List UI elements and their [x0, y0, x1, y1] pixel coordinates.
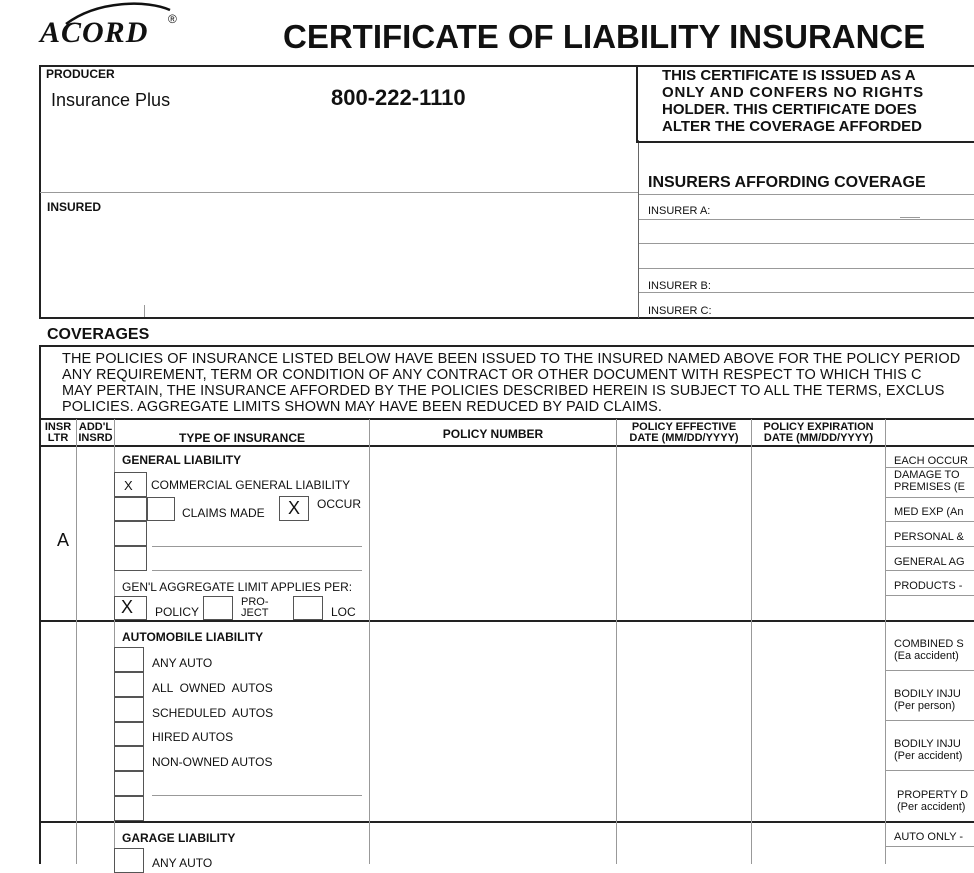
commercial-gl-checkbox[interactable] — [114, 472, 147, 497]
notice-line: THIS CERTIFICATE IS ISSUED AS A — [662, 67, 916, 84]
auto-limit-line: (Per person) — [894, 700, 956, 712]
auto-limit-line: COMBINED S — [894, 638, 964, 650]
auto-limit-line: (Per accident) — [894, 750, 963, 762]
gl-limit-personal: PERSONAL & — [894, 531, 964, 543]
project-label-line: JECT — [241, 607, 269, 619]
loc-checkbox[interactable] — [293, 596, 323, 620]
commercial-gl-label: COMMERCIAL GENERAL LIABILITY — [151, 478, 351, 492]
header-expiration-line: POLICY EXPIRATION — [763, 421, 874, 433]
notice-line: HOLDER. THIS CERTIFICATE DOES — [662, 101, 917, 118]
insurer-b-label: INSURER B: — [648, 280, 711, 292]
insurers-heading: INSURERS AFFORDING COVERAGE — [648, 174, 926, 191]
policy-checkbox[interactable] — [114, 596, 147, 620]
garage-any-auto-label: ANY AUTO — [152, 856, 213, 870]
paragraph-line: POLICIES. AGGREGATE LIMITS SHOWN MAY HAVE BEEN REDUCED BY PAID CLAIMS. — [62, 399, 663, 415]
general-liability-heading: GENERAL LIABILITY — [122, 453, 242, 467]
header-type-of-insurance: TYPE OF INSURANCE — [178, 431, 305, 445]
occur-checkbox[interactable] — [279, 496, 309, 521]
loc-label: LOC — [331, 605, 356, 619]
commercial-gl-mark: X — [124, 478, 133, 493]
header-expiration-line: DATE (MM/DD/YYYY) — [763, 432, 874, 444]
all-owned-autos-label: ALL OWNED AUTOS — [152, 681, 273, 695]
header-addl-insrd-line: ADD'L — [78, 421, 113, 433]
notice-line: ONLY AND CONFERS NO RIGHTS — [662, 84, 924, 101]
project-label-line: PRO- — [241, 596, 269, 608]
auto-limit-line: BODILY INJU — [894, 738, 961, 750]
insured-label: INSURED — [47, 200, 102, 214]
insurer-c-label: INSURER C: — [648, 305, 712, 317]
logo-registered-mark: ® — [168, 12, 177, 26]
notice-line: ALTER THE COVERAGE AFFORDED — [662, 118, 923, 135]
aggregate-limit-label: GEN'L AGGREGATE LIMIT APPLIES PER: — [122, 580, 353, 594]
paragraph-line: ANY REQUIREMENT, TERM OR CONDITION OF ANY CONTRACT OR OTHER DOCUMENT WITH RESPECT TO WHICH THIS C — [62, 367, 922, 383]
all-owned-autos-checkbox[interactable] — [114, 672, 144, 697]
insurer-a-label: INSURER A: — [648, 205, 711, 217]
header-policy-number: POLICY NUMBER — [442, 427, 544, 441]
policy-mark: X — [121, 597, 134, 617]
header-addl-insrd-line: INSRD — [78, 432, 113, 444]
claims-made-checkbox[interactable] — [147, 497, 175, 521]
gl-limit-products: PRODUCTS - — [894, 580, 963, 592]
producer-phone: 800-222-1110 — [331, 85, 466, 110]
scheduled-autos-checkbox[interactable] — [114, 697, 144, 722]
coverages-heading: COVERAGES — [47, 326, 150, 343]
header-insr-ltr-line: LTR — [47, 432, 69, 444]
auto-limit-line: (Ea accident) — [894, 650, 959, 662]
auto-liability-heading: AUTOMOBILE LIABILITY — [122, 630, 264, 644]
header-insr-ltr-line: INSR — [44, 421, 72, 433]
auto-limit-line: BODILY INJU — [894, 688, 961, 700]
claims-made-label: CLAIMS MADE — [182, 506, 265, 520]
auto-limit-line: PROPERTY D — [897, 789, 969, 801]
gl-limit-general-aggregate: GENERAL AG — [894, 556, 965, 568]
non-owned-autos-label: NON-OWNED AUTOS — [152, 755, 273, 769]
hired-autos-label: HIRED AUTOS — [152, 730, 234, 744]
occur-mark: X — [288, 498, 301, 518]
garage-liability-heading: GARAGE LIABILITY — [122, 831, 236, 845]
project-checkbox[interactable] — [203, 596, 233, 620]
producer-label: PRODUCER — [46, 67, 115, 81]
page-title: CERTIFICATE OF LIABILITY INSURANCE — [283, 18, 926, 55]
paragraph-line: MAY PERTAIN, THE INSURANCE AFFORDED BY THE POLICIES DESCRIBED HEREIN IS SUBJECT TO ALL THE TERMS, EXCLUS — [62, 383, 945, 399]
policy-label: POLICY — [155, 605, 200, 619]
auto-limit-line: (Per accident) — [897, 801, 966, 813]
logo-text: ACORD — [40, 16, 149, 49]
acord-logo — [38, 2, 188, 52]
any-auto-label: ANY AUTO — [152, 656, 213, 670]
gl-limit-each-occurrence: EACH OCCUR — [894, 455, 968, 467]
gl-limit-med-exp: MED EXP (An — [894, 506, 964, 518]
non-owned-autos-checkbox[interactable] — [114, 746, 144, 771]
general-liability-insr-ltr: A — [57, 530, 70, 550]
garage-any-auto-checkbox[interactable] — [114, 848, 144, 873]
scheduled-autos-label: SCHEDULED AUTOS — [152, 706, 274, 720]
gl-limit-premises: PREMISES (E — [894, 481, 965, 493]
header-effective-line: POLICY EFFECTIVE — [631, 421, 737, 433]
gl-limit-damage-to: DAMAGE TO — [894, 469, 960, 481]
any-auto-checkbox[interactable] — [114, 647, 144, 672]
hired-autos-checkbox[interactable] — [114, 722, 144, 746]
paragraph-line: THE POLICIES OF INSURANCE LISTED BELOW HAVE BEEN ISSUED TO THE INSURED NAMED ABOVE FOR THE POLICY PERIOD — [62, 351, 961, 367]
header-effective-line: DATE (MM/DD/YYYY) — [629, 432, 739, 444]
producer-name: Insurance Plus — [51, 90, 171, 110]
garage-limit-auto-only: AUTO ONLY - — [894, 831, 964, 843]
occur-label: OCCUR — [317, 497, 361, 511]
